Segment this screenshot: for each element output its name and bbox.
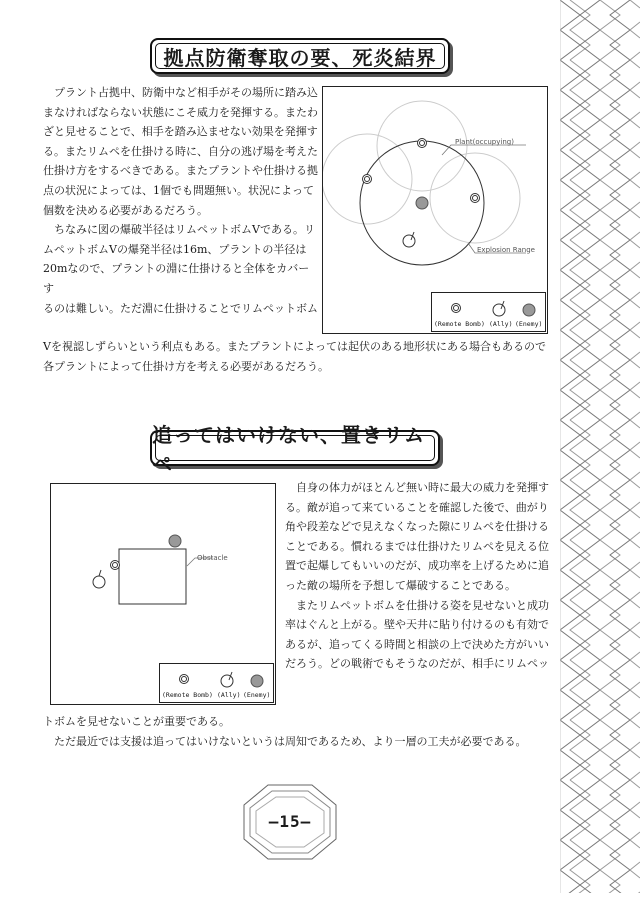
- text-line: 率はぐんと上がる。壁や天井に貼り付けるのも有効で: [285, 618, 549, 632]
- page-number: —15—: [268, 812, 312, 831]
- enemy-icon: [169, 535, 181, 547]
- decorative-side-pattern: [560, 0, 640, 893]
- text-line: ムペットボムVの爆発半径は16m、プラントの半径は: [43, 242, 307, 256]
- ally-icon: [493, 301, 505, 316]
- section1-heading-text: 拠点防衛奪取の要、死炎結界: [163, 45, 437, 70]
- section2-text-wide: [43, 712, 553, 751]
- section2-heading: [150, 423, 440, 476]
- text-line: だろう。どの戦術でもそうなのだが、相手にリムペッ: [285, 657, 549, 671]
- legend-ally: (Ally): [217, 691, 241, 699]
- text-line: 角や段差などで見えなくなった隙にリムペを仕掛ける: [285, 520, 549, 534]
- enemy-icon: [416, 197, 428, 209]
- section1-text-wide: [43, 337, 553, 376]
- chase-trap-diagram: [50, 483, 276, 705]
- text-line: 点の状況によっては、1個でも問題無い。状況によって: [43, 183, 314, 197]
- text-line: ちなみに図の爆破半径はリムペットボムVである。リ: [54, 223, 315, 237]
- text-line: あるが、追ってくる時間と相談の上で決めた方がいい: [285, 637, 549, 651]
- explosion-range-label: Explosion Range: [477, 246, 535, 254]
- ally-icon: [93, 570, 105, 588]
- text-line: プラント占拠中、防衛中など相手がその場所に踏み込: [54, 86, 318, 99]
- text-line: る。敵が追って来ていることを確認した後で、曲がり: [285, 500, 549, 514]
- text-line: ざと見せることで、相手を踏み込ませない効果を発揮す: [43, 125, 318, 139]
- remote-bomb-icon: [452, 304, 461, 313]
- remote-bomb-icon: [363, 175, 372, 184]
- obstacle-label: Obstacle: [197, 554, 228, 562]
- text-line: 置で起爆してもいいのだが、成功率を上げるために追: [285, 559, 549, 573]
- text-line: った敵の場所を予想して爆破することである。: [285, 578, 516, 592]
- text-line: 自身の体力がほとんど無い時に最大の威力を発揮す: [296, 481, 549, 494]
- text-line: まなければならない状態にこそ威力を発揮する。またわ: [43, 105, 318, 119]
- text-line: Vを視認しずらいという利点もある。またプラントによっては起伏のある地形状にある場合もあるので: [43, 340, 546, 353]
- legend-enemy: (Enemy): [515, 320, 543, 328]
- text-line: またリムペットボムを仕掛ける姿を見せないと成功: [296, 598, 549, 612]
- text-line: るのは難しい。ただ淵に仕掛けることでリムペットボム: [43, 301, 318, 315]
- enemy-icon: [523, 304, 535, 316]
- remote-bomb-icon: [471, 194, 480, 203]
- text-line: トボムを見せないことが重要である。: [43, 715, 230, 728]
- obstacle-rect: [119, 549, 186, 604]
- remote-bomb-icon: [111, 561, 120, 570]
- text-line: 仕掛け方をするべきである。またプラントや仕掛ける拠: [43, 164, 318, 178]
- ally-icon: [221, 672, 233, 687]
- plant-defense-diagram: [322, 86, 548, 334]
- section2-text-narrow: [285, 478, 553, 674]
- text-line: 各プラントによって仕掛け方を考える必要があるだろう。: [43, 359, 329, 373]
- remote-bomb-icon: [418, 139, 427, 148]
- legend-box: [159, 663, 274, 703]
- text-line: る。またリムペを仕掛ける時に、自分の逃げ場を考えた: [43, 144, 318, 158]
- text-line: ことである。慣れるまでは仕掛けたリムペを見える位: [285, 539, 549, 553]
- enemy-icon: [251, 675, 263, 687]
- section2-heading-text: 追ってはいけない、置きリムペ: [152, 423, 425, 476]
- legend-ally: (Ally): [489, 320, 513, 328]
- text-line: 20mなので、プラントの淵に仕掛けると全体をカバーす: [43, 262, 310, 295]
- legend-enemy: (Enemy): [243, 691, 271, 699]
- text-line: 個数を決める必要があるだろう。: [43, 203, 208, 217]
- section1-text-narrow: [43, 83, 319, 318]
- legend-remote-bomb: (Remote Bomb): [434, 320, 485, 328]
- legend-remote-bomb: (Remote Bomb): [162, 691, 213, 699]
- page-number-badge: [240, 783, 340, 861]
- text-line: ただ最近では支援は追ってはいけないというは周知であるため、より一層の工夫が必要である。: [54, 734, 527, 748]
- ally-icon: [403, 232, 415, 247]
- remote-bomb-icon: [180, 675, 189, 684]
- plant-label: Plant(occupying): [455, 138, 514, 146]
- legend-box: [431, 292, 546, 332]
- section1-heading: [150, 38, 450, 74]
